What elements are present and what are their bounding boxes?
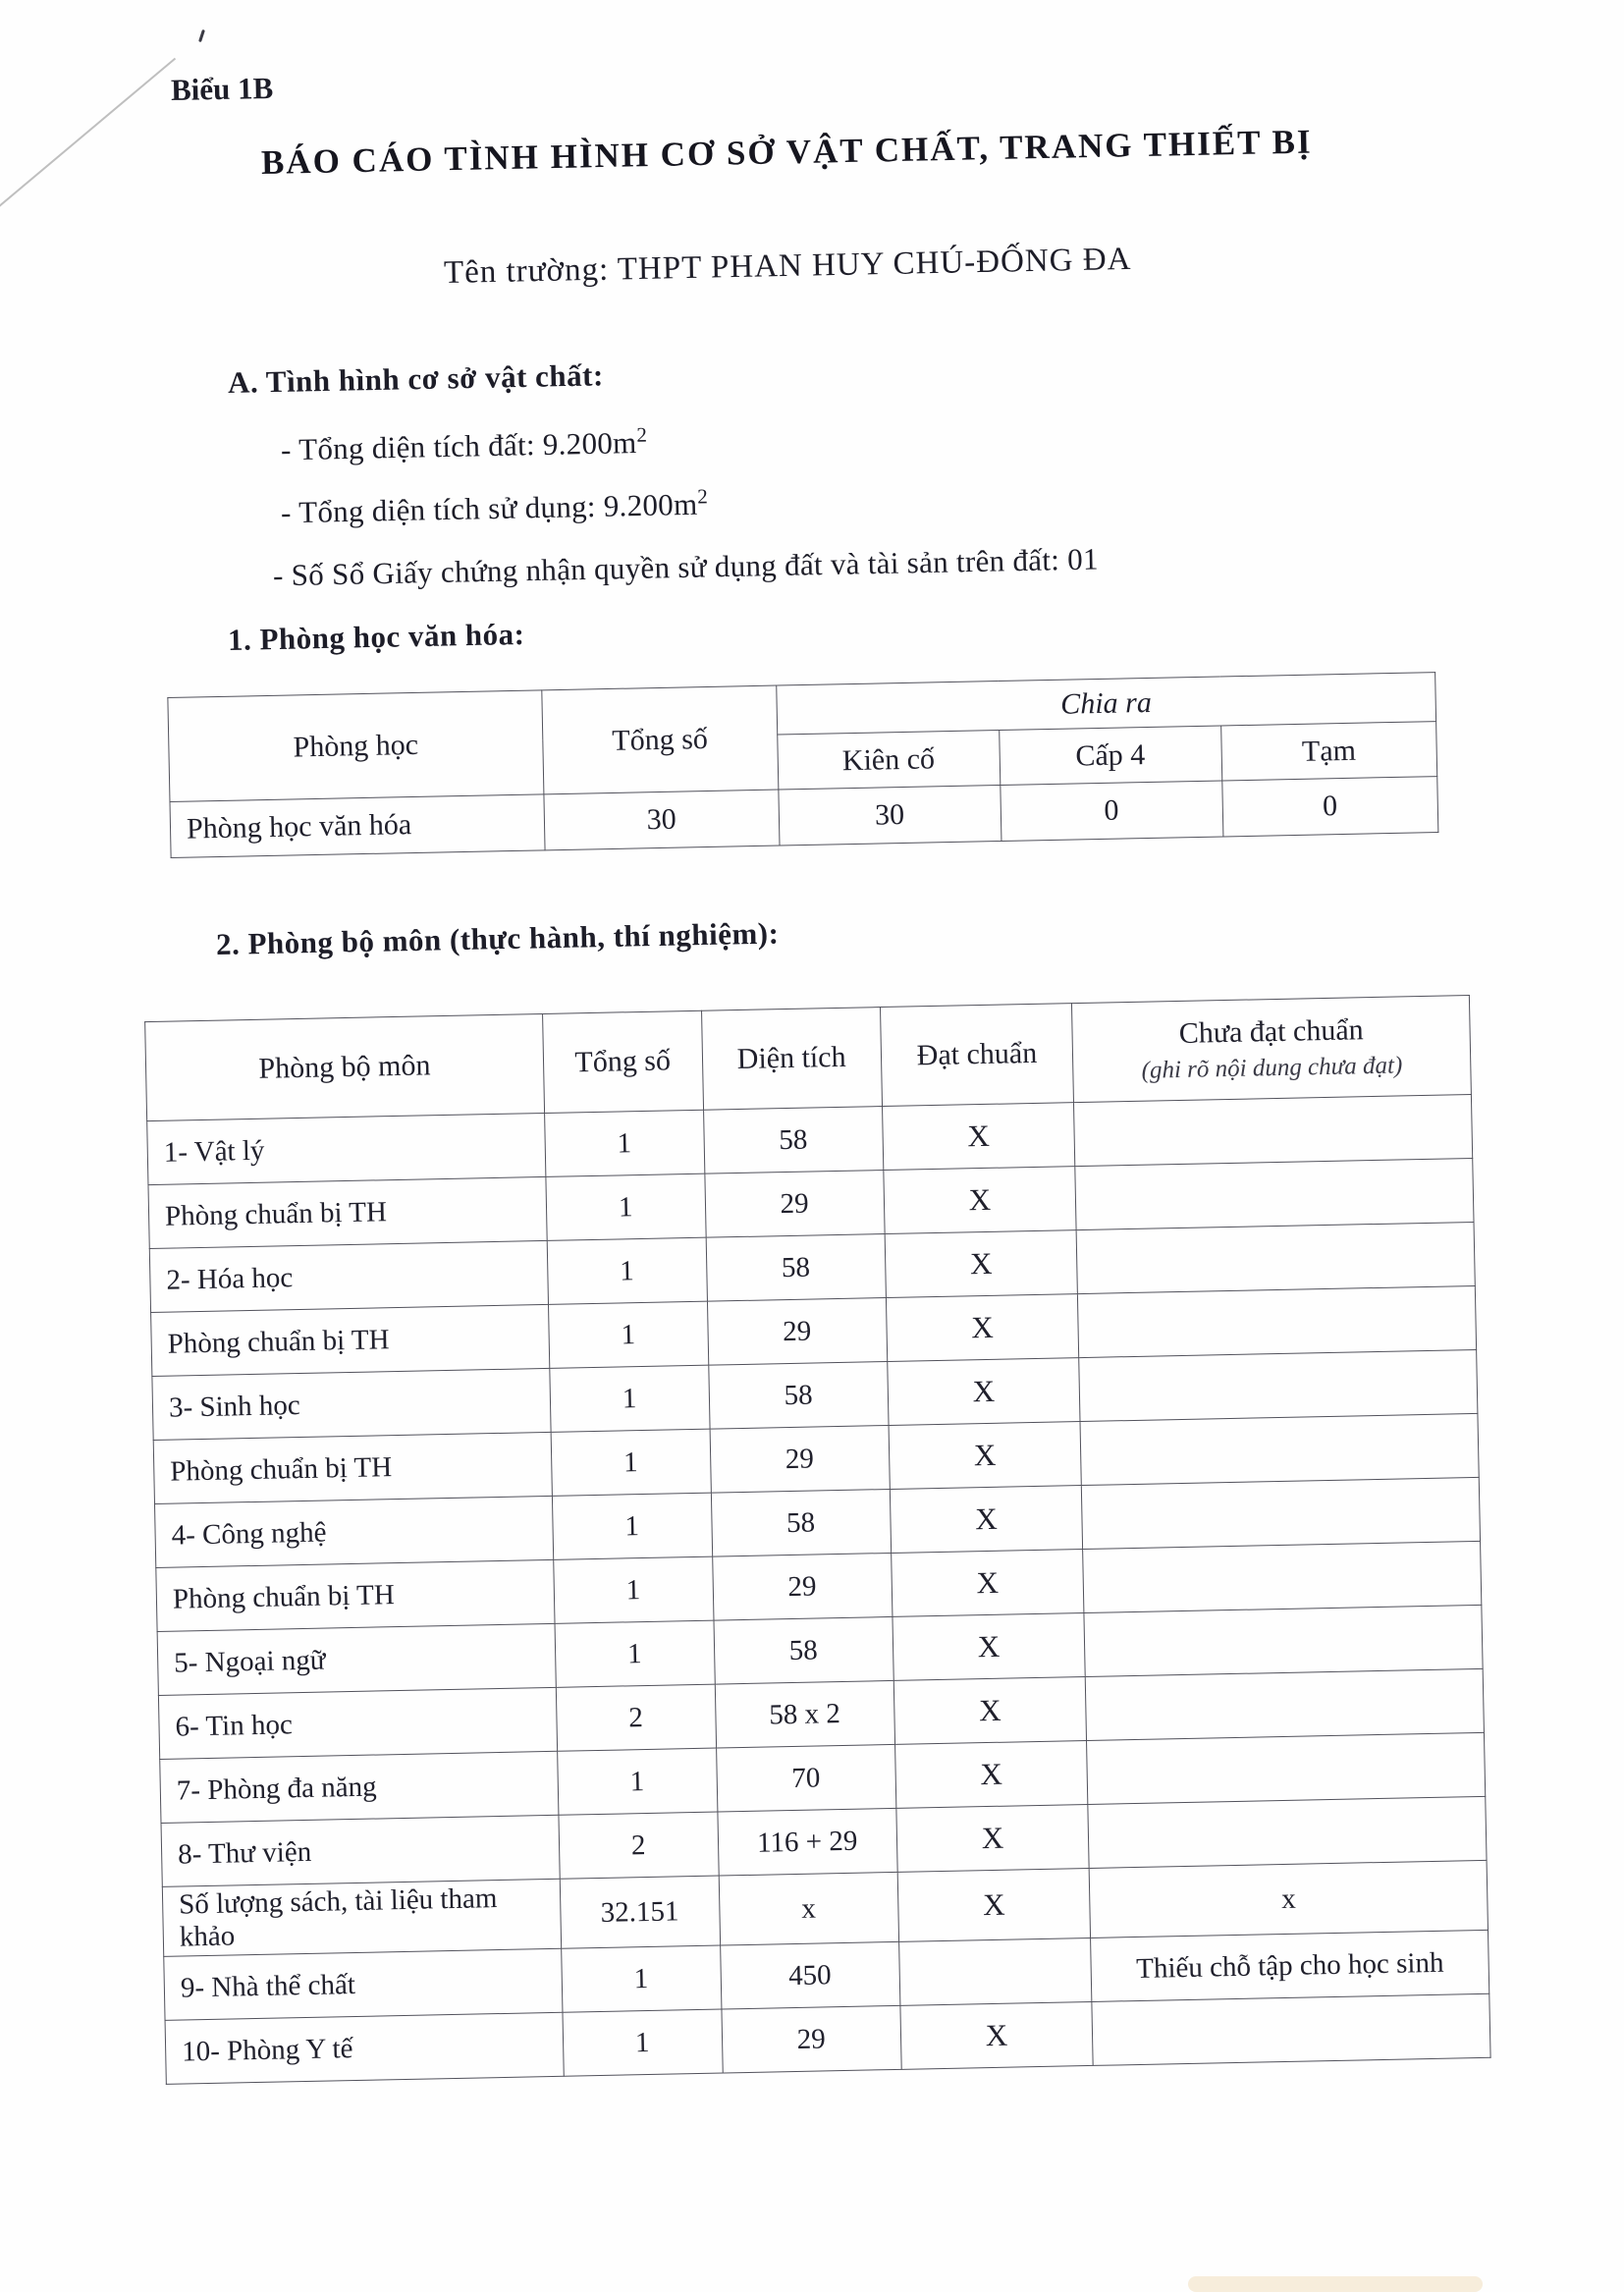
scan-artifact-line (0, 58, 176, 211)
cell-room-name: 1- Vật lý (147, 1113, 546, 1184)
cell-room-name: Phòng chuẩn bị TH (151, 1304, 550, 1376)
cell-total: 1 (551, 1429, 711, 1496)
section-2-heading: 2. Phòng bộ môn (thực hành, thí nghiệm): (215, 915, 780, 961)
chua-dat-chuan-note: (ghi rõ nội dung chưa đạt) (1141, 1052, 1403, 1084)
cell-area: 58 (703, 1107, 883, 1174)
cell-room-name: Số lượng sách, tài liệu tham khảo (162, 1879, 561, 1956)
cell-not-standard-note: Thiếu chỗ tập cho học sinh (1091, 1930, 1489, 2001)
cell-area: 58 (711, 1489, 891, 1556)
cell-area: 58 (708, 1362, 888, 1430)
col-header-tong-so: Tổng số (542, 685, 779, 794)
cell-room-name: Phòng chuẩn bị TH (148, 1176, 547, 1248)
cell-area: 58 (714, 1616, 893, 1684)
cell-area: 29 (704, 1171, 884, 1238)
cell-area: 58 x 2 (715, 1680, 894, 1748)
cell-not-standard-note (1078, 1285, 1477, 1357)
cell-area: 29 (707, 1298, 887, 1366)
cell-total: 1 (548, 1301, 708, 1368)
used-area-text: - Tổng diện tích sử dụng: 9.200m (280, 486, 698, 530)
cell-grade4: 0 (1000, 781, 1222, 842)
section-a-heading: A. Tình hình cơ sở vật chất: (227, 357, 605, 400)
cell-room-name: Phòng chuẩn bị TH (153, 1432, 552, 1503)
cell-room-name: 4- Công nghệ (154, 1496, 553, 1567)
cell-area: 58 (706, 1234, 886, 1302)
cell-standard-mark: X (896, 1804, 1090, 1872)
cell-standard-mark: X (883, 1167, 1076, 1234)
cell-not-standard-note (1074, 1095, 1473, 1167)
cell-standard-mark: X (893, 1613, 1086, 1681)
cell-standard-mark: X (887, 1358, 1080, 1426)
cell-not-standard-note (1083, 1541, 1482, 1612)
cell-total: 1 (549, 1365, 709, 1432)
col-header-dien-tich: Diện tích (701, 1008, 882, 1111)
cell-room-name: 2- Hóa học (149, 1240, 548, 1312)
cell-total: 1 (563, 2009, 723, 2076)
cell-standard-mark: X (891, 1550, 1084, 1617)
cell-standard-mark: X (886, 1294, 1079, 1362)
cell-not-standard-note (1080, 1413, 1479, 1485)
cell-standard-mark: X (894, 1740, 1088, 1808)
cell-not-standard-note (1084, 1605, 1483, 1676)
cell-room-name: 10- Phòng Y tế (165, 2012, 564, 2084)
cell-standard-mark (898, 1937, 1092, 2005)
cell-total: 1 (553, 1556, 713, 1623)
cell-area: 29 (712, 1553, 892, 1620)
cell-area: 450 (720, 1941, 899, 2009)
land-area-text: - Tổng diện tích đất: 9.200m (280, 425, 637, 467)
cell-room-name: 9- Nhà thể chất (164, 1948, 563, 2020)
school-name-line: Tên trường: THPT PHAN HUY CHÚ-ĐỐNG ĐA (443, 241, 1132, 291)
cell-not-standard-note (1076, 1222, 1475, 1293)
section-1-heading: 1. Phòng học văn hóa: (227, 616, 525, 657)
form-label: Biểu 1B (170, 70, 274, 107)
cell-total: 2 (559, 1812, 719, 1879)
cell-room-name: Phòng học văn hóa (170, 794, 545, 858)
chua-dat-chuan-label: Chưa đạt chuẩn (1178, 1013, 1364, 1050)
cell-room-name: 6- Tin học (158, 1687, 557, 1759)
scan-artifact-tick (198, 29, 205, 42)
cell-standard-mark: X (897, 1868, 1091, 1941)
cell-area: 116 + 29 (717, 1808, 896, 1876)
cell-total: 1 (555, 1620, 715, 1687)
cell-room-name: 8- Thư viện (161, 1815, 560, 1886)
cell-room-name: 5- Ngoại ngữ (157, 1623, 556, 1695)
cell-not-standard-note: x (1089, 1860, 1488, 1937)
cell-not-standard-note (1088, 1796, 1487, 1868)
cell-total: 2 (556, 1684, 716, 1751)
cell-standard-mark: X (889, 1422, 1082, 1490)
col-header-cap-4: Cấp 4 (999, 726, 1221, 786)
col-header-tam: Tạm (1220, 722, 1437, 781)
col-header-phong-hoc: Phòng học (168, 690, 544, 802)
used-area-line (281, 484, 709, 530)
cell-temp: 0 (1221, 777, 1438, 837)
cell-total: 1 (547, 1237, 707, 1304)
land-area-line (281, 423, 648, 468)
cell-not-standard-note (1087, 1732, 1486, 1804)
land-certificate-text: - Số Sổ Giấy chứng nhận quyền sử dụng đất và tài sản trên đất: 01 (272, 541, 1100, 593)
cell-not-standard-note (1092, 1993, 1490, 2065)
cell-area: 29 (722, 2005, 901, 2073)
subject-room-table (144, 995, 1490, 2085)
col-header-dat-chuan: Đạt chuẩn (880, 1004, 1074, 1107)
cell-area: 29 (710, 1425, 890, 1493)
cell-total: 30 (544, 790, 780, 850)
cell-area: x (719, 1872, 898, 1945)
cell-room-name: 7- Phòng đa năng (160, 1751, 559, 1823)
cell-area: 70 (716, 1744, 895, 1812)
cell-total: 1 (557, 1748, 717, 1815)
cell-room-name: Phòng chuẩn bị TH (156, 1559, 555, 1631)
cell-standard-mark: X (890, 1486, 1083, 1554)
used-area-sup: 2 (697, 484, 709, 509)
cell-standard-mark: X (893, 1677, 1087, 1745)
cell-not-standard-note (1085, 1668, 1484, 1740)
col-header-chua-dat-chuan (1072, 996, 1472, 1103)
cell-standard-mark: X (882, 1103, 1075, 1171)
cell-total: 1 (544, 1110, 704, 1176)
cell-total: 32.151 (560, 1876, 720, 1948)
land-certificate-line (273, 539, 1099, 593)
document-title: BÁO CÁO TÌNH HÌNH CƠ SỞ VẬT CHẤT, TRANG THIẾT BỊ (260, 122, 1313, 182)
cell-room-name: 3- Sinh học (152, 1368, 551, 1440)
cell-not-standard-note (1079, 1349, 1478, 1421)
cell-standard-mark: X (885, 1230, 1078, 1298)
col-header-phong-bo-mon: Phòng bộ môn (145, 1013, 545, 1120)
cell-not-standard-note (1082, 1477, 1481, 1549)
col-header-kien-co: Kiên cố (777, 731, 1000, 791)
scan-artifact-smudge (1188, 2276, 1483, 2292)
cell-total: 1 (561, 1945, 721, 2012)
land-area-sup: 2 (636, 422, 648, 447)
classroom-table (167, 672, 1438, 858)
cell-total: 1 (552, 1493, 712, 1559)
cell-solid: 30 (779, 786, 1001, 846)
cell-standard-mark: X (900, 2001, 1094, 2069)
col-header-tong-so: Tổng số (542, 1010, 703, 1113)
cell-total: 1 (546, 1173, 706, 1240)
cell-not-standard-note (1075, 1158, 1474, 1229)
col-header-chia-ra: Chia ra (776, 673, 1435, 735)
